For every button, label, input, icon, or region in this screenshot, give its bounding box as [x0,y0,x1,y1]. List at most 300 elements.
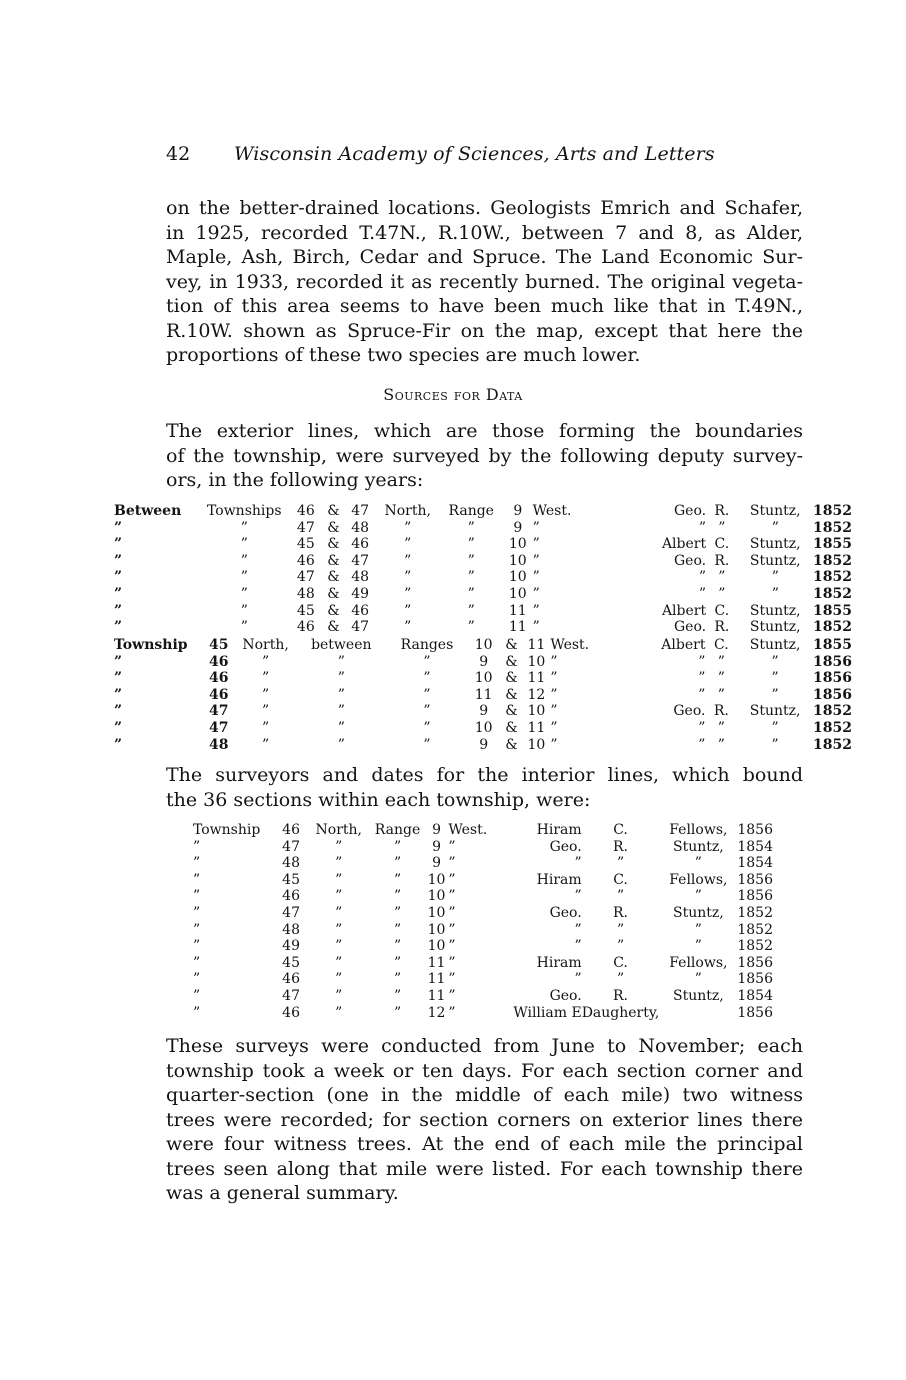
table-cell: ” [337,719,345,736]
table-cell: Stuntz, [672,987,724,1004]
table-cell: ” [393,971,402,988]
table-cell: Albert [661,536,707,553]
table-cell: Geo. [673,552,707,569]
table-cell: 1852 [737,938,773,955]
table-cell: ” [404,519,412,536]
table-cell: 1856 [813,670,852,687]
table-cell: ” [616,921,625,938]
text-line: township took a week or ten days. For each section corner and [166,1059,803,1082]
table-row [114,687,852,704]
table-cell: ” [532,536,540,553]
table-row [193,1005,773,1022]
table-cell: 11 [508,619,527,636]
table-cell: 47 [209,719,229,736]
table-cell: ” [423,736,431,753]
table-cell: Township [193,822,261,838]
table-cell: 12 [427,1004,446,1021]
table-cell: C. [714,637,729,653]
table-cell: 10 [474,637,493,653]
table-cell: ” [193,1004,201,1021]
table-cell: & [327,519,340,536]
table-cell: 46 [209,653,229,670]
table-cell: ” [550,703,558,720]
section-heading: Sources for Data [383,385,523,404]
table-cell: 11 [508,602,527,619]
paragraph-vegetation [166,196,803,368]
table-cell: ” [616,888,625,905]
table-cell: & [505,637,518,653]
table-row [114,603,852,620]
table-cell: ” [261,686,270,703]
table-cell: 11 [427,987,446,1004]
table-cell: ” [114,686,123,703]
text-line: vey, in 1933, recorded it as recently burned. The original vegeta- [166,270,803,293]
table-cell: 46 [351,602,370,619]
table-cell: ” [335,1004,343,1021]
table-row [114,553,852,570]
table-cell: ” [114,536,123,553]
text-line: of the township, were surveyed by the following deputy survey- [166,444,803,467]
table-cell: ” [574,855,582,872]
table-cell: C. [613,822,628,838]
table-cell: ” [335,971,343,988]
table-cell: 45 [282,954,300,971]
table-cell: ” [694,855,702,872]
table-cell: Albert [661,602,707,619]
table-cell: ” [193,838,201,855]
table-cell: 47 [351,503,370,519]
table-cell: 48 [296,585,315,602]
table-cell: ” [467,519,475,536]
table-cell: 45 [282,871,300,888]
table-cell: ” [240,552,248,569]
table-cell: 49 [351,585,370,602]
table-cell: Stuntz, [749,703,801,720]
table-cell: ” [574,971,582,988]
table-row [193,905,773,922]
table-cell: ” [771,670,779,687]
table-cell: Township [114,637,188,653]
table-row [114,520,852,537]
table-cell: 11 [527,637,546,653]
table-cell: & [327,602,340,619]
text-line: tion of this area seems to have been much like that in T.49N., [166,295,803,317]
table-cell: ” [335,954,343,971]
text-line: the 36 sections within each township, were: [166,788,591,811]
table-cell: 1854 [737,838,773,855]
table-cell: ” [448,855,456,872]
table-cell: 10 [527,653,546,670]
table-cell: ” [448,938,456,955]
table-cell: ” [404,536,412,553]
table-cell: ” [616,938,625,955]
table-cell: ” [532,552,540,569]
table-cell: Geo. [549,904,582,921]
text-line: trees were recorded; for section corners on exterior lines there [166,1108,803,1131]
table-cell: R. [713,703,729,720]
table-cell: Stuntz, [672,904,724,921]
table-cell: 1852 [813,503,852,519]
table-cell: ” [694,971,702,988]
table-cell: 49 [282,938,300,955]
table-cell: R. [613,987,629,1004]
table-cell: ” [423,703,431,720]
table-cell: ” [114,653,123,670]
table-cell: ” [193,871,201,888]
table-row [193,922,773,939]
table-cell: ” [423,653,431,670]
table-cell: 45 [209,637,229,653]
table-cell: Between [114,503,182,519]
table-cell: Geo. [549,987,582,1004]
table-cell: ” [335,987,343,1004]
paragraph-survey-method [166,1034,803,1206]
table-cell: 46 [282,888,300,905]
table-row [114,720,852,737]
table-cell: 9 [479,736,489,753]
table-cell: Albert [661,637,706,653]
text-line: trees seen along that mile were listed. For each township there [166,1157,803,1180]
table-cell: ” [337,703,345,720]
table-cell: 10 [508,552,527,569]
text-line: The surveyors and dates for the interior lines, which bound [166,764,803,786]
table-cell: 47 [296,519,315,536]
table-cell: 10 [474,670,493,687]
table-cell: & [505,736,518,753]
table-cell: ” [337,736,345,753]
table-cell: ” [717,670,725,687]
table-cell: ” [335,888,343,905]
table-cell: ” [240,602,248,619]
table-cell: 46 [296,552,315,569]
table-cell: ” [404,602,412,619]
table-cell: & [327,552,340,569]
table-cell: ” [616,971,625,988]
table-cell: ” [193,954,201,971]
table-cell: ” [261,653,270,670]
table-cell: Ranges [400,637,454,653]
table-cell: 9 [513,519,523,536]
table-cell: 47 [282,904,300,921]
table-cell: ” [335,838,343,855]
table-cell: ” [114,736,123,753]
table-cell: ” [404,585,412,602]
table-cell: 1856 [737,1004,773,1021]
table-cell: ” [193,855,201,872]
table-cell: ” [718,569,726,586]
table-cell: ” [240,585,248,602]
table-cell: 10 [474,719,493,736]
table-cell: 47 [351,552,370,569]
table-cell: ” [717,653,725,670]
text-line: Maple, Ash, Birch, Cedar and Spruce. The Land Economic Sur- [166,246,803,268]
table-cell: Fellows, [669,822,728,838]
table-cell: ” [694,888,702,905]
table-cell: 48 [282,855,300,872]
text-line: were four witness trees. At the end of each mile the principal [166,1133,803,1155]
table-cell: ” [532,585,540,602]
table-cell: ” [532,619,540,636]
table-cell: West. [448,822,488,838]
table-cell: Geo. [549,838,582,855]
running-header [166,143,736,173]
table-cell: ” [771,736,779,753]
text-line: R.10W. shown as Spruce-Fir on the map, except that here the [166,319,803,342]
table-cell: ” [393,855,402,872]
table-cell: ” [114,602,123,619]
table-cell: ” [771,686,779,703]
table-cell: ” [771,653,779,670]
table-cell: 46 [351,536,370,553]
table-cell: & [327,569,340,586]
table-cell: ” [698,569,707,586]
table-cell: ” [771,569,779,586]
exterior-lines-table-ranges [114,637,852,753]
table-cell: C. [613,954,628,971]
text-line: was a general summary. [166,1182,399,1204]
table-cell: 1856 [737,888,773,905]
table-cell: Stuntz, [749,619,801,636]
table-cell: C. [613,871,628,888]
table-cell: Stuntz, [749,503,801,519]
table-cell: 1855 [813,602,852,619]
table-cell: ” [261,736,270,753]
table-cell: ” [448,921,456,938]
table-cell: Hiram [536,871,582,888]
table-cell: ” [717,719,725,736]
table-cell: ” [393,938,402,955]
table-cell: 1855 [813,637,852,653]
table-cell: 1855 [813,536,852,553]
table-row [114,619,852,636]
table-cell: ” [448,904,456,921]
table-cell: & [327,503,340,519]
table-cell: ” [193,904,201,921]
table-cell: 10 [427,938,446,955]
table-cell: ” [261,719,270,736]
table-cell: ” [467,585,475,602]
table-cell: 9 [432,822,441,838]
table-row [193,888,773,905]
table-cell: 1854 [737,987,773,1004]
table-cell: ” [337,653,345,670]
table-cell: ” [393,987,402,1004]
table-cell: 46 [282,971,300,988]
table-cell: ” [335,855,343,872]
paragraph-exterior-lines [166,419,803,493]
table-cell: ” [114,703,123,720]
paragraph-interior-lines [166,763,803,812]
table-cell: Daugherty, [581,1004,660,1021]
text-line: The exterior lines, which are those forming the boundaries [166,420,803,442]
table-cell: Hiram [536,954,582,971]
table-cell: ” [448,954,456,971]
table-cell: ” [404,569,412,586]
table-cell: & [505,653,518,670]
table-cell: ” [718,585,726,602]
table-cell: Stuntz, [749,552,801,569]
table-cell: 1856 [737,822,773,838]
table-cell: ” [240,536,248,553]
table-row [193,938,773,955]
table-cell: 10 [427,888,446,905]
table-cell: ” [532,569,540,586]
table-cell: 9 [513,503,523,519]
text-line: These surveys were conducted from June to November; each [166,1035,803,1057]
table-cell: & [327,536,340,553]
table-cell: 46 [296,619,315,636]
table-row [193,988,773,1005]
table-row [193,855,773,872]
table-row [193,971,773,988]
table-cell: ” [240,519,248,536]
table-cell: William E [513,1004,582,1021]
table-cell: ” [550,686,558,703]
table-cell: ” [114,552,123,569]
text-line: quarter-section (one in the middle of each mile) two witness [166,1084,803,1106]
table-cell: 1852 [813,569,852,586]
table-cell: ” [771,585,779,602]
exterior-lines-table [114,503,852,636]
table-cell: ” [448,987,456,1004]
table-cell: 10 [427,871,446,888]
table-cell: ” [698,585,707,602]
table-cell: Townships [207,503,282,519]
table-row [114,586,852,603]
table-cell: ” [694,921,702,938]
table-cell: ” [718,519,726,536]
table-cell: ” [698,653,706,670]
text-line: in 1925, recorded T.47N., R.10W., between 7 and 8, as Alder, [166,221,803,244]
table-cell: 1852 [813,736,852,753]
table-cell: ” [393,838,402,855]
table-cell: ” [335,921,343,938]
table-cell: 9 [432,855,441,872]
table-row [114,536,852,553]
table-row [114,654,852,671]
table-cell: ” [423,670,431,687]
table-cell: & [505,686,518,703]
text-line: ors, in the following years: [166,469,424,491]
table-cell: 48 [282,921,300,938]
table-cell: ” [337,670,345,687]
table-cell: 47 [351,619,370,636]
table-cell: 1856 [737,871,773,888]
table-cell: ” [393,954,402,971]
table-cell: Geo. [673,703,706,720]
table-row [193,839,773,856]
running-title: Wisconsin Academy of Sciences, Arts and Letters [234,143,715,165]
table-cell: ” [698,736,706,753]
table-cell: 12 [527,686,546,703]
text-line: on the better-drained locations. Geologists Emrich and Schafer, [166,197,803,219]
table-cell: 9 [479,653,489,670]
table-cell: Stuntz, [749,602,801,619]
table-cell: 1852 [813,703,852,720]
table-cell: ” [698,686,706,703]
table-cell: ” [771,719,779,736]
table-cell: 48 [351,569,370,586]
table-cell: Geo. [673,619,707,636]
table-cell: ” [335,904,343,921]
table-cell: 46 [282,1004,300,1021]
table-cell: ” [393,904,402,921]
table-cell: 1852 [813,719,852,736]
table-cell: 1852 [813,585,852,602]
table-cell: 11 [427,954,446,971]
table-cell: ” [240,569,248,586]
table-cell: ” [532,519,540,536]
table-cell: ” [404,552,412,569]
table-cell: ” [550,736,558,753]
table-cell: Stuntz, [672,838,724,855]
table-cell: 45 [296,602,315,619]
table-cell: ” [337,686,345,703]
table-cell: 1852 [813,552,852,569]
table-cell: ” [193,971,201,988]
table-cell: ” [393,921,402,938]
table-row [114,569,852,586]
table-cell: ” [550,719,558,736]
table-cell: Geo. [673,503,707,519]
table-cell: 11 [527,670,546,687]
table-cell: 10 [508,569,527,586]
table-cell: ” [114,670,123,687]
table-cell: 11 [427,971,446,988]
table-cell: ” [574,921,582,938]
table-cell: R. [613,904,629,921]
table-cell: ” [467,552,475,569]
table-cell: C. [714,602,730,619]
table-cell: ” [393,871,402,888]
table-cell: North, [242,637,289,653]
table-row [193,872,773,889]
table-cell: ” [335,871,343,888]
table-cell: ” [393,888,402,905]
table-cell: between [311,637,372,653]
table-row [114,503,852,520]
table-cell: R. [714,619,730,636]
table-row [193,955,773,972]
table-cell: ” [193,921,201,938]
table-cell: ” [114,719,123,736]
table-row [114,703,852,720]
text-line: proportions of these two species are much lower. [166,344,641,366]
table-cell: R. [714,503,730,519]
table-row [193,822,773,839]
table-cell: R. [613,838,629,855]
table-cell: ” [532,602,540,619]
table-cell: C. [714,536,730,553]
table-cell: West. [550,637,590,653]
table-cell: West. [532,503,572,519]
table-cell: 47 [296,569,315,586]
table-cell: ” [393,1004,402,1021]
table-cell: 10 [527,736,546,753]
table-cell: North, [315,822,362,838]
table-cell: ” [261,703,270,720]
table-cell: 1856 [813,653,852,670]
table-cell: 46 [209,686,229,703]
table-cell: ” [467,536,475,553]
table-cell: ” [193,888,201,905]
table-cell: 11 [474,686,493,703]
table-cell: 1854 [737,855,773,872]
table-cell: ” [467,569,475,586]
table-row [114,637,852,654]
table-cell: ” [114,569,123,586]
table-cell [659,1005,737,1022]
